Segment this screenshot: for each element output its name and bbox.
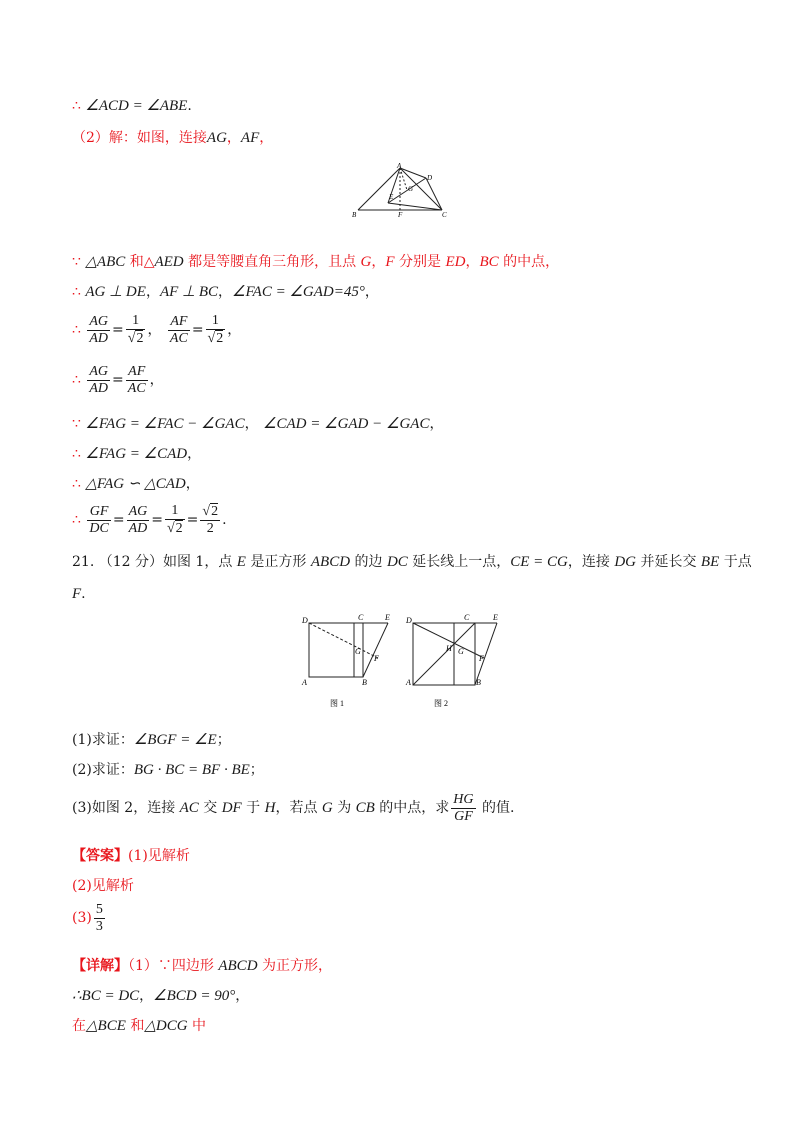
product-equation: BG · BC = BF · BE <box>133 762 250 778</box>
equals: = <box>151 512 163 528</box>
comma: ， <box>235 988 250 1004</box>
comma: ， <box>259 130 274 146</box>
point-g: G <box>360 254 372 270</box>
segment-ag: AG <box>206 130 227 146</box>
label-g: G <box>355 647 361 656</box>
segment-dg: DG <box>614 554 637 570</box>
figure-2-caption: 图 2 <box>434 699 448 708</box>
perpendicular-ag-de: AG ⊥ DE <box>85 284 146 300</box>
because-symbol: ∵ <box>72 254 81 270</box>
solution-line-3 <box>72 252 559 272</box>
label-a: A <box>397 162 402 170</box>
therefore-symbol: ∴ <box>72 476 81 492</box>
question-number: 21. （12 分）如图 1，点 <box>72 554 237 570</box>
figure-1 <box>300 612 400 712</box>
text: ，连接 <box>567 554 615 570</box>
text: ，若点 <box>275 800 322 816</box>
answer-tag: 【答案】 <box>72 848 128 864</box>
semicolon: ； <box>249 762 264 778</box>
text: 延长线上一点， <box>407 554 511 570</box>
point-g: G <box>321 800 333 816</box>
fraction-af-ac: $\frac{AF}{AC}$ <box>169 313 188 346</box>
angle-fag-equation: ∠FAG = ∠FAC − ∠GAC <box>85 416 245 432</box>
period: . <box>187 98 192 114</box>
label-f: F <box>374 654 379 663</box>
angle-cad-equation: ∠CAD = ∠GAD − ∠GAC <box>263 416 430 432</box>
text: 的值. <box>477 800 515 816</box>
fraction-ag-ad: $\frac{AG}{AD}$ <box>128 503 148 536</box>
point-f: F <box>385 254 395 270</box>
comma: ， <box>244 416 259 432</box>
similar-triangles: △FAG ∽ △CAD <box>85 476 186 492</box>
point-h: H <box>264 800 276 816</box>
label-c: C <box>442 211 447 219</box>
solution-line-9 <box>72 474 200 494</box>
angle-equation: ∠ACD = ∠ABE <box>85 98 188 114</box>
equals: = <box>112 372 124 388</box>
fraction-hg-gf: $\frac{HG}{GF}$ <box>453 791 474 824</box>
triangle-aed: AED <box>154 254 184 270</box>
because-symbol: ∵ <box>72 416 81 432</box>
text: 中 <box>187 1018 206 1034</box>
solution-line-5 <box>72 312 241 348</box>
solution-line-7 <box>72 414 443 434</box>
therefore-symbol: ∴ <box>72 322 81 338</box>
segment-bc: BC <box>479 254 499 270</box>
comma: ， <box>187 446 202 462</box>
answer-line-3 <box>72 900 107 936</box>
detail-tag: 【详解】 <box>72 958 128 974</box>
fraction-af-ac: $\frac{AF}{AC}$ <box>127 363 146 396</box>
period: . <box>81 586 86 602</box>
angle-bcd: ∠BCD = 90° <box>153 988 236 1004</box>
perpendicular-af-bc: AF ⊥ BC <box>159 284 218 300</box>
part-2-label: (2)求证： <box>72 762 134 778</box>
triangle-dcg: △DCG <box>144 1018 188 1034</box>
triangle-figure <box>350 160 450 222</box>
answer-1: (1)见解析 <box>128 848 190 864</box>
detail-line-3 <box>72 1016 206 1036</box>
equals: = <box>191 322 204 338</box>
figure-1-caption: 图 1 <box>330 699 344 708</box>
label-e: E <box>385 613 390 622</box>
angle-equation: ∠FAG = ∠CAD <box>85 446 188 462</box>
answer-line-1 <box>72 846 190 866</box>
text: 于点 <box>719 554 752 570</box>
bc-equals-dc: ∴BC = DC <box>72 988 140 1004</box>
triangle-bce: △BCE <box>86 1018 126 1034</box>
part-2 <box>72 760 264 780</box>
comma: ， <box>139 988 154 1004</box>
text: 的中点， <box>498 254 560 270</box>
comma: ， <box>465 254 480 270</box>
label-g: G <box>408 185 414 193</box>
label-c: C <box>358 613 364 622</box>
solution-line-4 <box>72 282 379 302</box>
angle-equation: ∠BGF = ∠E <box>133 732 217 748</box>
segment-cb: CB <box>355 800 375 816</box>
therefore-symbol: ∴ <box>72 284 81 300</box>
part-3-label: (3)如图 2，连接 <box>72 800 180 816</box>
label-a: A <box>406 678 411 687</box>
equals: = <box>112 512 125 528</box>
fraction-ag-ad: $\frac{AG}{AD}$ <box>89 313 109 346</box>
fraction-sqrt2-2: $\frac{√2}{2}$ <box>202 504 219 536</box>
question-21-line-1 <box>72 552 752 572</box>
label-e: E <box>493 613 498 622</box>
label-f: F <box>479 654 484 663</box>
label-d: D <box>302 616 308 625</box>
therefore-symbol: ∴ <box>72 512 81 528</box>
solution-line-10 <box>72 502 227 538</box>
comma: ， <box>145 284 160 300</box>
text: 于 <box>241 800 265 816</box>
equals: = <box>186 512 199 528</box>
point-e: E <box>236 554 246 570</box>
label-g: G <box>458 647 464 656</box>
text: 和 <box>125 1018 145 1034</box>
solution-line-8 <box>72 444 201 464</box>
ce-equals-cg: CE = CG <box>510 554 568 570</box>
comma: ， <box>149 372 164 388</box>
label-h: H <box>446 644 452 653</box>
text: 的边 <box>350 554 387 570</box>
comma: ， <box>218 284 232 300</box>
label-b: B <box>352 211 357 219</box>
segment-be: BE <box>700 554 720 570</box>
detail-line-2 <box>72 986 249 1006</box>
text: 为正方形， <box>257 958 332 974</box>
comma: ， <box>147 322 162 338</box>
figure-2 <box>404 612 504 712</box>
comma: ， <box>364 284 379 300</box>
text: （1）∵四边形 <box>128 958 219 974</box>
label-a: A <box>302 678 307 687</box>
angle-equation: ∠FAC = ∠GAD=45° <box>232 284 365 300</box>
label-d: D <box>427 174 433 182</box>
text: 是正方形 <box>245 554 311 570</box>
fraction-1-sqrt2: $\frac{1}{√2}$ <box>166 503 183 536</box>
comma: ， <box>185 476 200 492</box>
triangle-abc: △ABC <box>85 254 126 270</box>
segment-af: AF <box>240 130 260 146</box>
equals: = <box>112 322 124 338</box>
semicolon: ； <box>216 732 231 748</box>
part-1 <box>72 730 231 750</box>
label-f: F <box>398 211 403 219</box>
segment-ed: ED <box>445 254 466 270</box>
fraction-1-sqrt2: $\frac{1}{√2}$ <box>207 313 224 346</box>
square-abcd: ABCD <box>218 958 258 974</box>
answer-2: (2)见解析 <box>72 878 134 894</box>
part-3 <box>72 790 514 826</box>
text: 都是等腰直角三角形，且点 <box>183 254 361 270</box>
label-b: B <box>362 678 367 687</box>
fraction-1-sqrt2: $\frac{1}{√2}$ <box>127 313 144 346</box>
text: 的中点，求 <box>374 800 450 816</box>
solution-part2-intro <box>72 128 273 148</box>
period: . <box>222 512 227 528</box>
therefore-symbol: ∴ <box>72 446 81 462</box>
text: 在 <box>72 1018 86 1034</box>
fraction-gf-dc: $\frac{GF}{DC}$ <box>89 503 109 536</box>
detail-line-1 <box>72 956 332 976</box>
fraction-ag-ad: $\frac{AG}{AD}$ <box>89 363 109 396</box>
part2-label: （2）解：如图，连接 <box>72 130 207 146</box>
segment-ac: AC <box>179 800 199 816</box>
answer-line-2 <box>72 876 134 896</box>
therefore-symbol: ∴ <box>72 372 81 388</box>
fraction-5-3: $\frac{5}{3}$ <box>95 901 103 934</box>
comma: ， <box>371 254 386 270</box>
solution-line-1 <box>72 96 192 116</box>
question-21-line-2 <box>72 584 86 604</box>
segment-df: DF <box>221 800 242 816</box>
part-1-label: (1)求证： <box>72 732 134 748</box>
label-b: B <box>476 678 481 687</box>
text: 交 <box>198 800 222 816</box>
point-f: F <box>72 586 82 602</box>
text: 和△ <box>125 254 155 270</box>
text: 分别是 <box>394 254 446 270</box>
comma: ， <box>227 322 242 338</box>
answer-3-label: (3) <box>72 910 92 926</box>
segment-dc: DC <box>386 554 408 570</box>
label-c: C <box>464 613 470 622</box>
label-d: D <box>406 616 412 625</box>
text: 并延长交 <box>636 554 701 570</box>
comma: ， <box>226 130 241 146</box>
label-e: E <box>389 193 394 201</box>
square-abcd: ABCD <box>310 554 351 570</box>
therefore-symbol: ∴ <box>72 98 81 114</box>
solution-line-6 <box>72 362 164 398</box>
text: 为 <box>332 800 356 816</box>
comma: ， <box>429 416 444 432</box>
